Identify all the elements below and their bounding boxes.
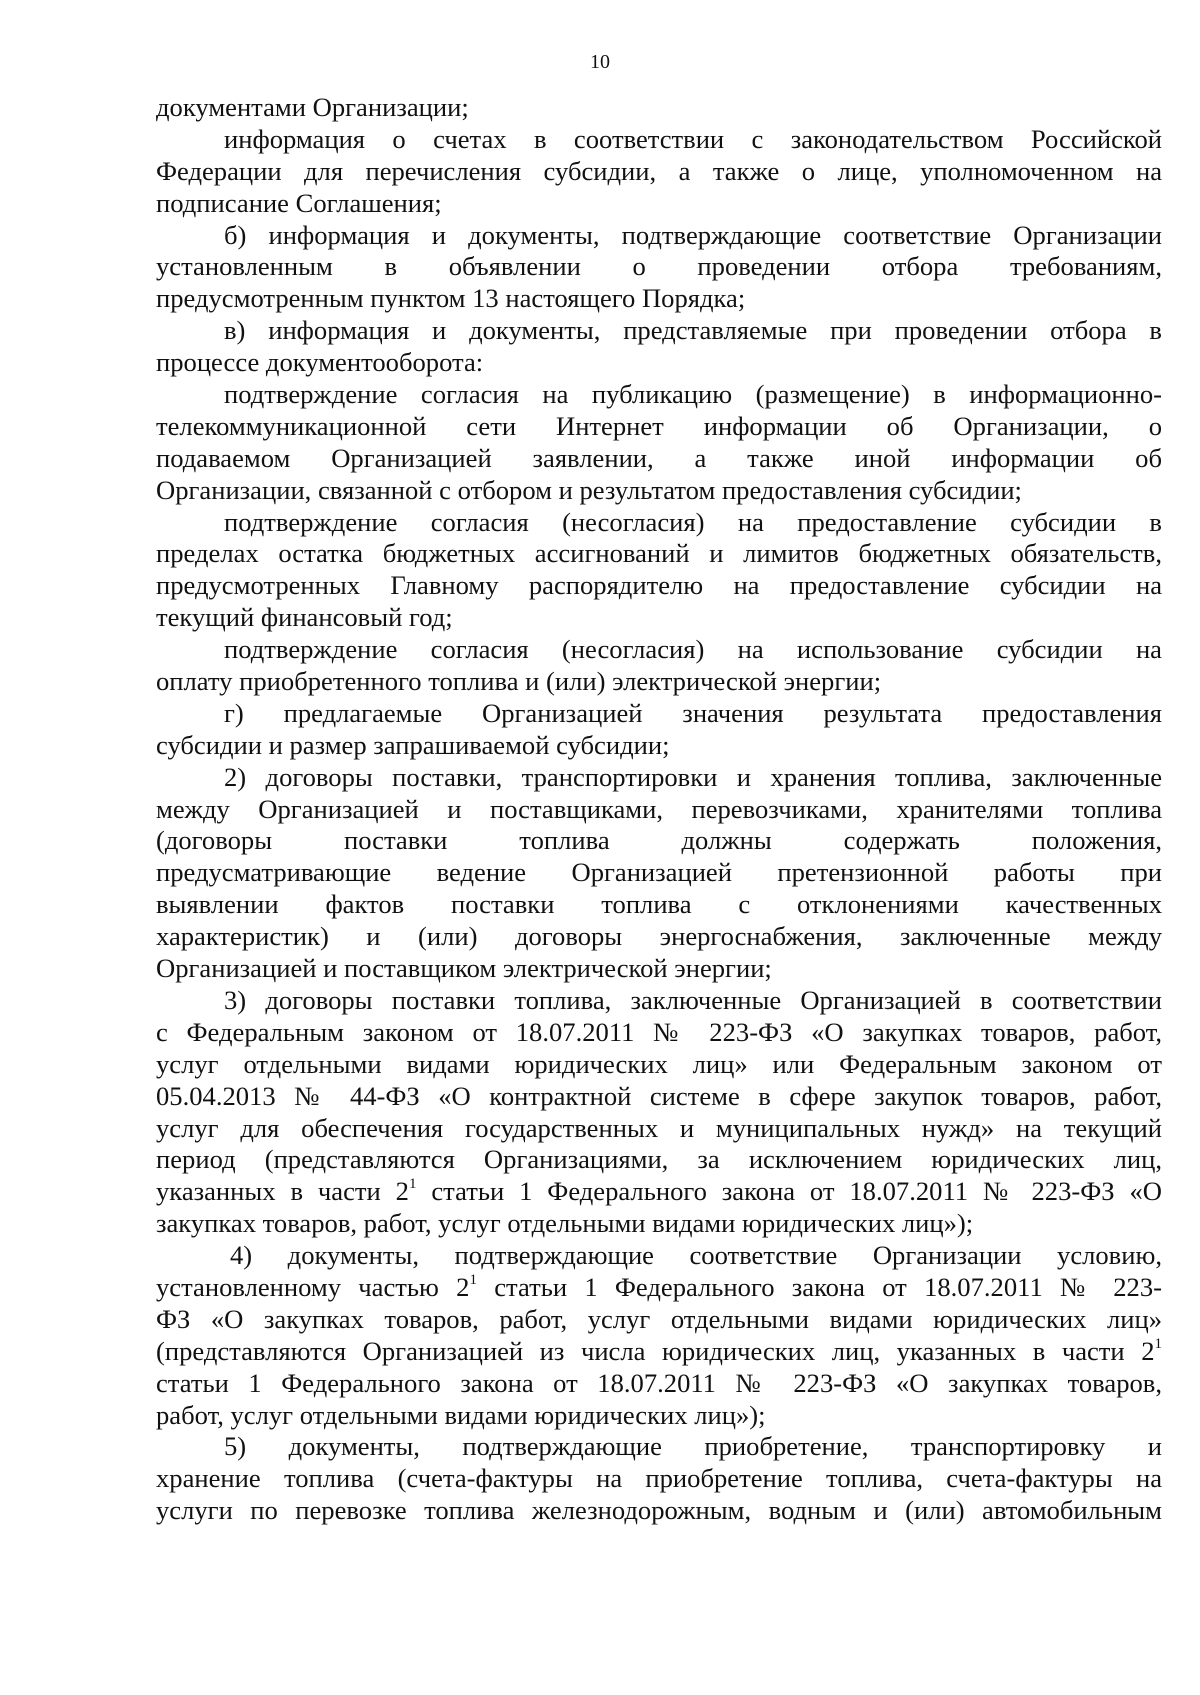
text-line: статьи 1 Федерального закона от 18.07.2011 № 223-ФЗ «О закупках товаров, xyxy=(156,1367,1162,1398)
text-line: закупках товаров, работ, услуг отдельными видами юридических лиц»); xyxy=(156,1208,974,1239)
text-line: подписание Соглашения; xyxy=(156,187,442,218)
text-line: период (представляются Организациями, за исключением юридических лиц, xyxy=(156,1144,1162,1175)
text-line: характеристик) и (или) договоры энергоснабжения, заключенные между xyxy=(156,921,1162,952)
text-line: услуг отдельными видами юридических лиц» или Федеральным законом от xyxy=(156,1048,1162,1079)
page-number: 10 xyxy=(590,51,610,73)
text-line: б) информация и документы, подтверждающие соответствие Организации xyxy=(224,219,1162,250)
text-line-with-superscript xyxy=(156,1176,1162,1208)
superscript: 1 xyxy=(408,1176,417,1193)
text-line: Организацией и поставщиком электрической энергии; xyxy=(156,953,772,984)
text-line-with-superscript xyxy=(156,1336,1162,1368)
text-line: 3) договоры поставки топлива, заключенные Организацией в соответствии xyxy=(224,984,1162,1015)
text-segment: установленному частью 2 xyxy=(156,1271,470,1302)
text-line: предусмотренных Главному распорядителю на предоставление субсидии на xyxy=(156,570,1162,601)
text-line: текущий финансовый год; xyxy=(156,602,453,633)
text-line: 05.04.2013 № 44-ФЗ «О контрактной системе в сфере закупок товаров, работ, xyxy=(156,1080,1162,1111)
text-line: г) предлагаемые Организацией значения результата предоставления xyxy=(224,697,1162,728)
text-line-with-superscript xyxy=(156,1272,1162,1304)
text-line: подтверждение согласия на публикацию (размещение) в информационно- xyxy=(224,379,1162,410)
text-line: (договоры поставки топлива должны содержать положения, xyxy=(156,825,1162,856)
text-line: информация о счетах в соответствии с законодательством Российской xyxy=(224,123,1162,154)
superscript: 1 xyxy=(1154,1335,1162,1352)
text-segment: статьи 1 Федерального закона от 18.07.2011 № 223- xyxy=(476,1271,1163,1302)
text-segment: статьи 1 Федерального закона от 18.07.2011 № 223-ФЗ «О xyxy=(416,1176,1162,1207)
text-line: между Организацией и поставщиками, перевозчиками, хранителями топлива xyxy=(156,793,1162,824)
text-line: 2) договоры поставки, транспортировки и хранения топлива, заключенные xyxy=(224,761,1162,792)
text-line: услуги по перевозке топлива железнодорожным, водным и (или) автомобильным xyxy=(156,1495,1162,1526)
text-line: документами Организации; xyxy=(156,92,469,122)
text-line: 5) документы, подтверждающие приобретение, транспортировку и xyxy=(224,1431,1162,1462)
text-line: Федерации для перечисления субсидии, а также о лице, уполномоченном на xyxy=(156,155,1162,186)
text-line: работ, услуг отдельными видами юридических лиц»); xyxy=(156,1399,766,1430)
text-line: 4) документы, подтверждающие соответствие Организации условию, xyxy=(230,1240,1162,1271)
text-line: с Федеральным законом от 18.07.2011 № 223-ФЗ «О закупках товаров, работ, xyxy=(156,1016,1162,1047)
text-line: пределах остатка бюджетных ассигнований и лимитов бюджетных обязательств, xyxy=(156,538,1162,569)
text-line: процессе документооборота: xyxy=(156,347,484,378)
text-line: хранение топлива (счета-фактуры на приобретение топлива, счета-фактуры на xyxy=(156,1463,1162,1494)
text-line: предусмотренным пунктом 13 настоящего Порядка; xyxy=(156,283,746,314)
text-line: установленным в объявлении о проведении отбора требованиям, xyxy=(156,251,1162,282)
text-line: телекоммуникационной сети Интернет информации об Организации, о xyxy=(156,410,1162,441)
text-line: подтверждение согласия (несогласия) на предоставление субсидии в xyxy=(224,506,1162,537)
text-line: предусматривающие ведение Организацией претензионной работы при xyxy=(156,857,1162,888)
text-segment: (представляются Организацией из числа юридических лиц, указанных в части 2 xyxy=(156,1335,1155,1366)
text-line: подаваемом Организацией заявлении, а также иной информации об xyxy=(156,442,1162,473)
document-body xyxy=(156,92,1162,1527)
text-line: в) информация и документы, представляемые при проведении отбора в xyxy=(224,315,1162,346)
superscript: 1 xyxy=(469,1272,477,1289)
text-line: Организации, связанной с отбором и результатом предоставления субсидии; xyxy=(156,474,1022,505)
text-line: услуг для обеспечения государственных и муниципальных нужд» на текущий xyxy=(156,1112,1162,1143)
text-line: оплату приобретенного топлива и (или) электрической энергии; xyxy=(156,666,882,697)
text-segment: указанных в части 2 xyxy=(156,1176,409,1207)
text-line: ФЗ «О закупках товаров, работ, услуг отдельными видами юридических лиц» xyxy=(156,1303,1162,1334)
text-line: выявлении фактов поставки топлива с отклонениями качественных xyxy=(156,889,1162,920)
text-line: подтверждение согласия (несогласия) на использование субсидии на xyxy=(224,634,1162,665)
text-line: субсидии и размер запрашиваемой субсидии; xyxy=(156,729,670,760)
